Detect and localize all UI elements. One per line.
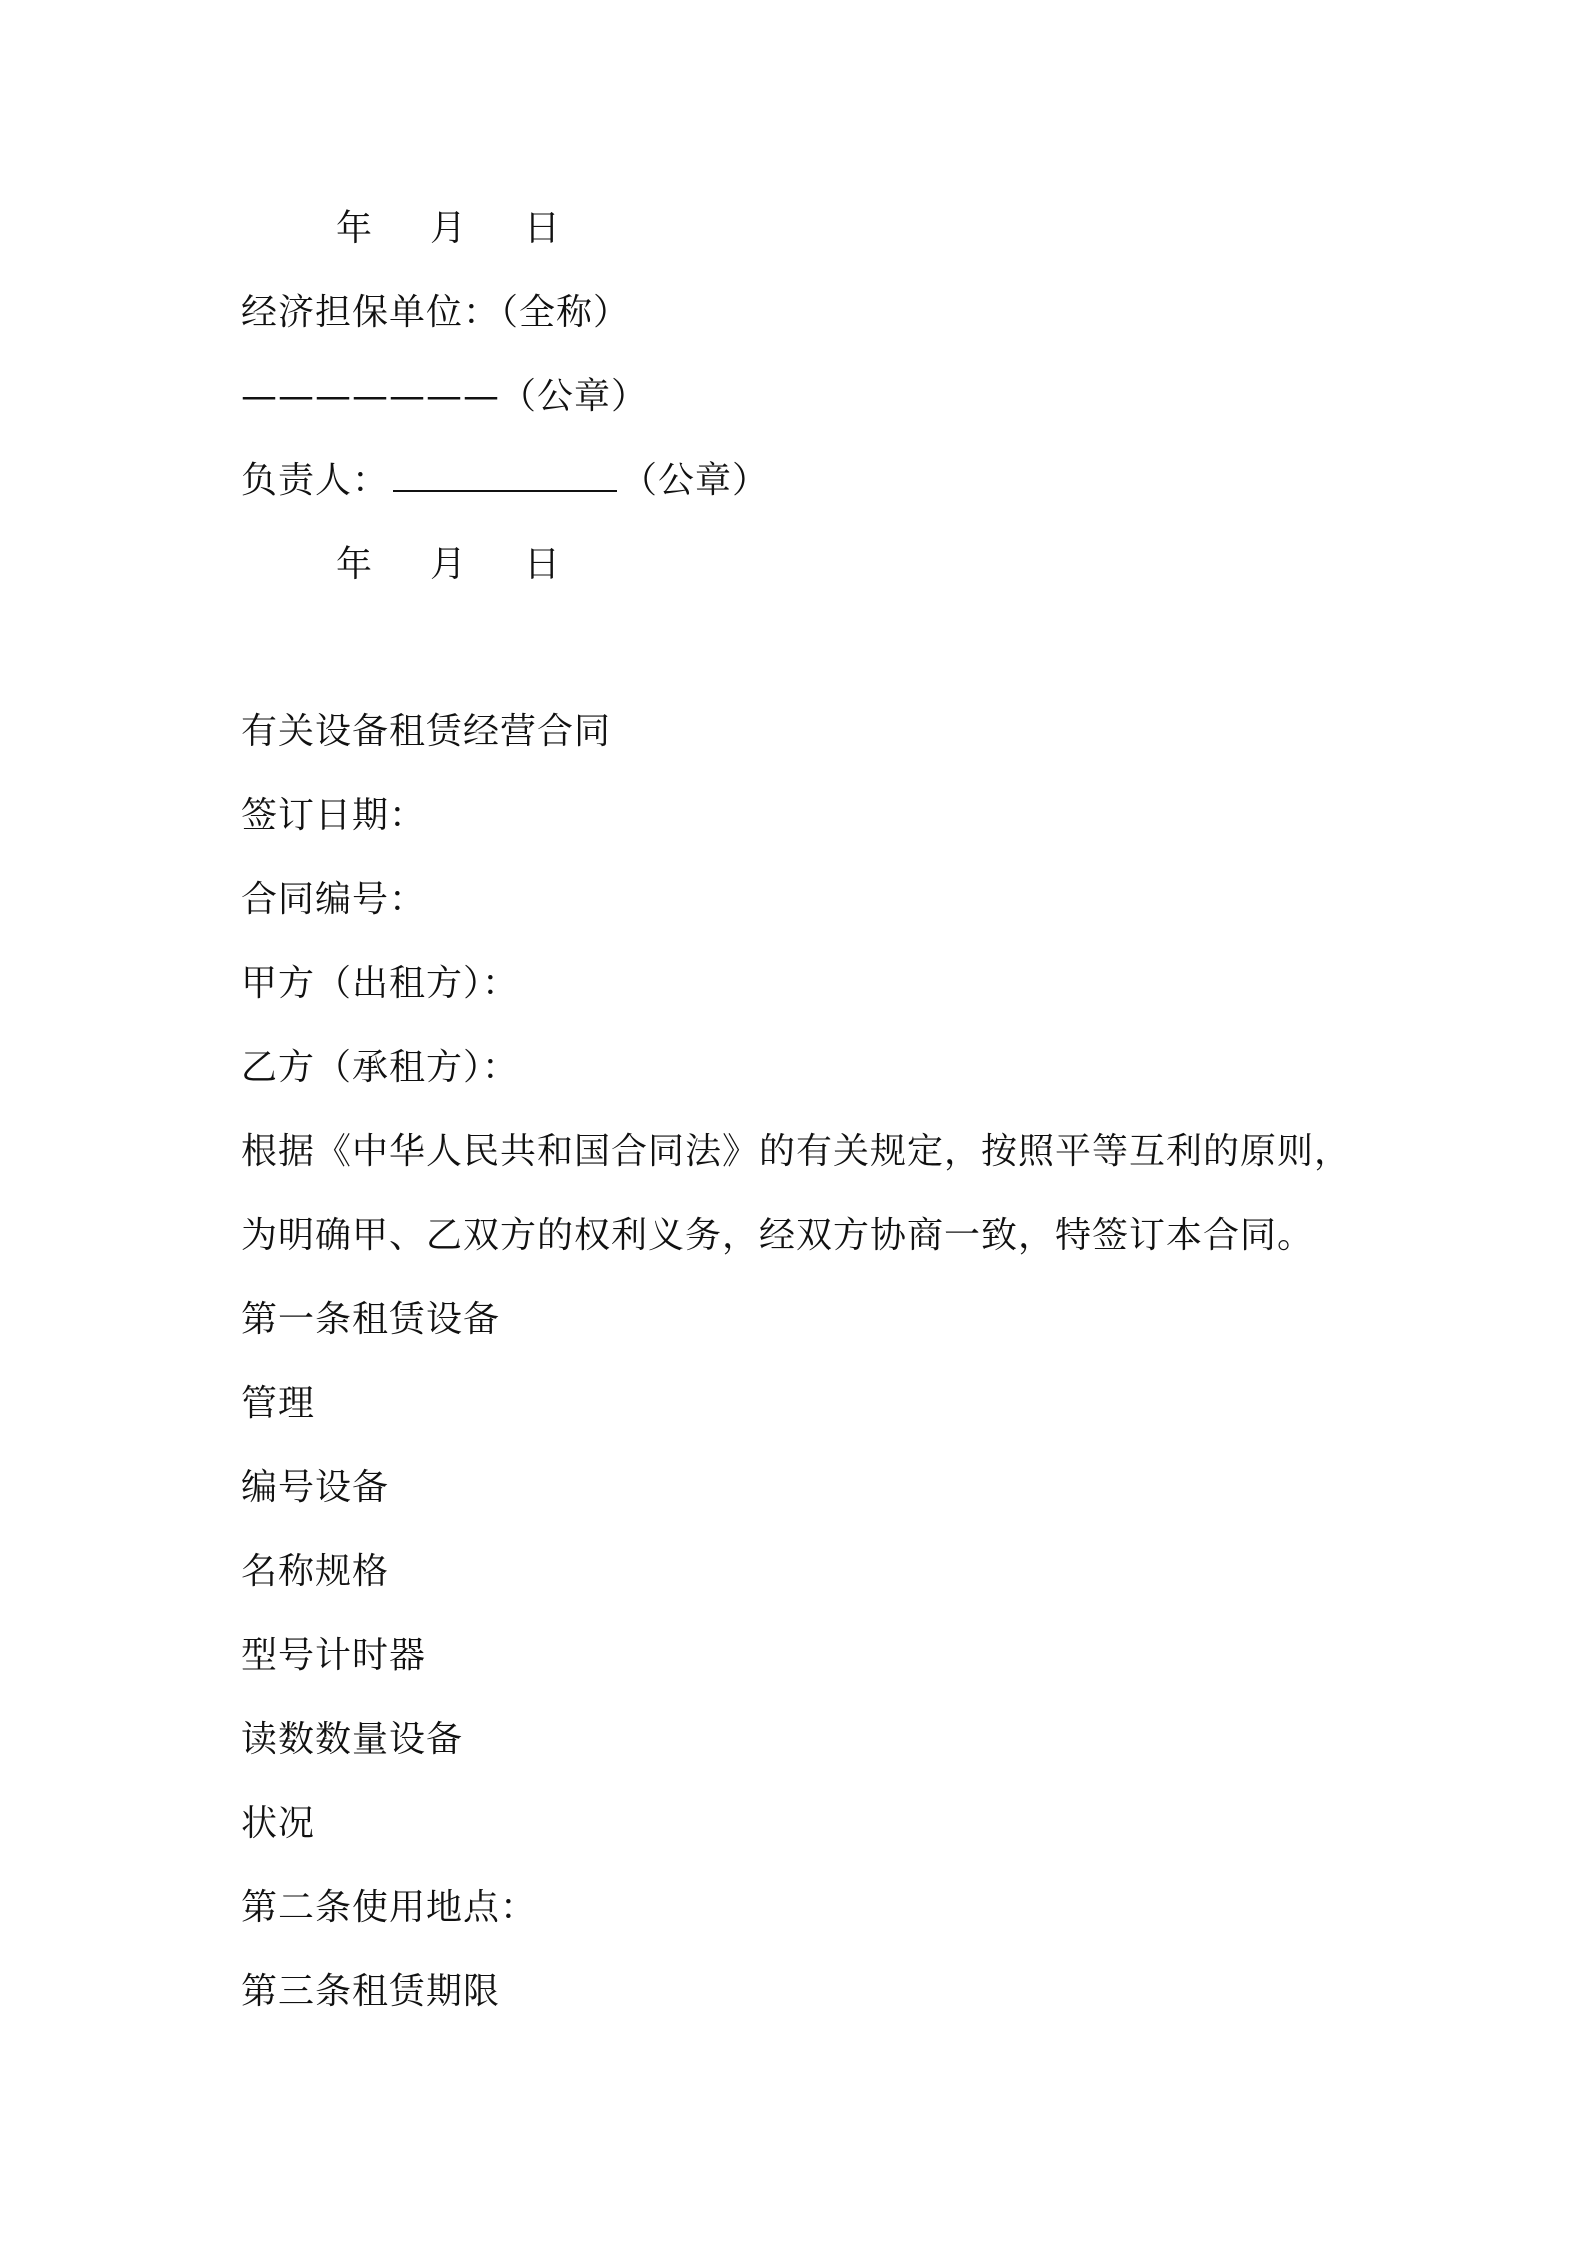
table-label: 名称规格	[241, 1551, 390, 1592]
contract-number-label: 合同编号：	[241, 879, 427, 920]
day-label: 日	[524, 208, 562, 249]
party-b-label: 乙方（承租方）：	[241, 1047, 520, 1088]
second-date-line	[336, 542, 618, 588]
preamble-line-2: 为明确甲、乙双方的权利义务，经双方协商一致，特签订本合同。	[241, 1215, 1315, 1256]
article-1-heading: 第一条租赁设备	[241, 1299, 501, 1340]
guarantor-label: 经济担保单位：（全称）	[241, 292, 631, 333]
year-label: 年	[336, 208, 374, 249]
month-label: 月	[430, 208, 468, 249]
table-label: 型号计时器	[241, 1635, 427, 1676]
table-label: 编号设备	[241, 1467, 390, 1508]
signature-blank	[393, 460, 617, 492]
table-label: 状况	[241, 1803, 316, 1844]
month-label: 月	[430, 544, 468, 585]
guarantor-seal-line: ———————（公章）	[241, 376, 649, 417]
responsible-person-line	[241, 458, 769, 504]
contract-title: 有关设备租赁经营合同	[241, 711, 612, 752]
article-3-heading: 第三条租赁期限	[241, 1971, 501, 2012]
table-label: 读数数量设备	[241, 1719, 464, 1760]
table-label: 管理	[241, 1383, 316, 1424]
day-label: 日	[524, 544, 562, 585]
preamble-line-1: 根据《中华人民共和国合同法》的有关规定，按照平等互利的原则，	[241, 1131, 1352, 1172]
sign-date-label: 签订日期：	[241, 795, 427, 836]
responsible-person-seal: （公章）	[621, 460, 770, 501]
party-a-label: 甲方（出租方）：	[241, 963, 520, 1004]
responsible-person-label: 负责人：	[241, 460, 390, 501]
article-2-heading: 第二条使用地点：	[241, 1887, 538, 1928]
year-label: 年	[336, 544, 374, 585]
top-date-line	[336, 206, 618, 252]
